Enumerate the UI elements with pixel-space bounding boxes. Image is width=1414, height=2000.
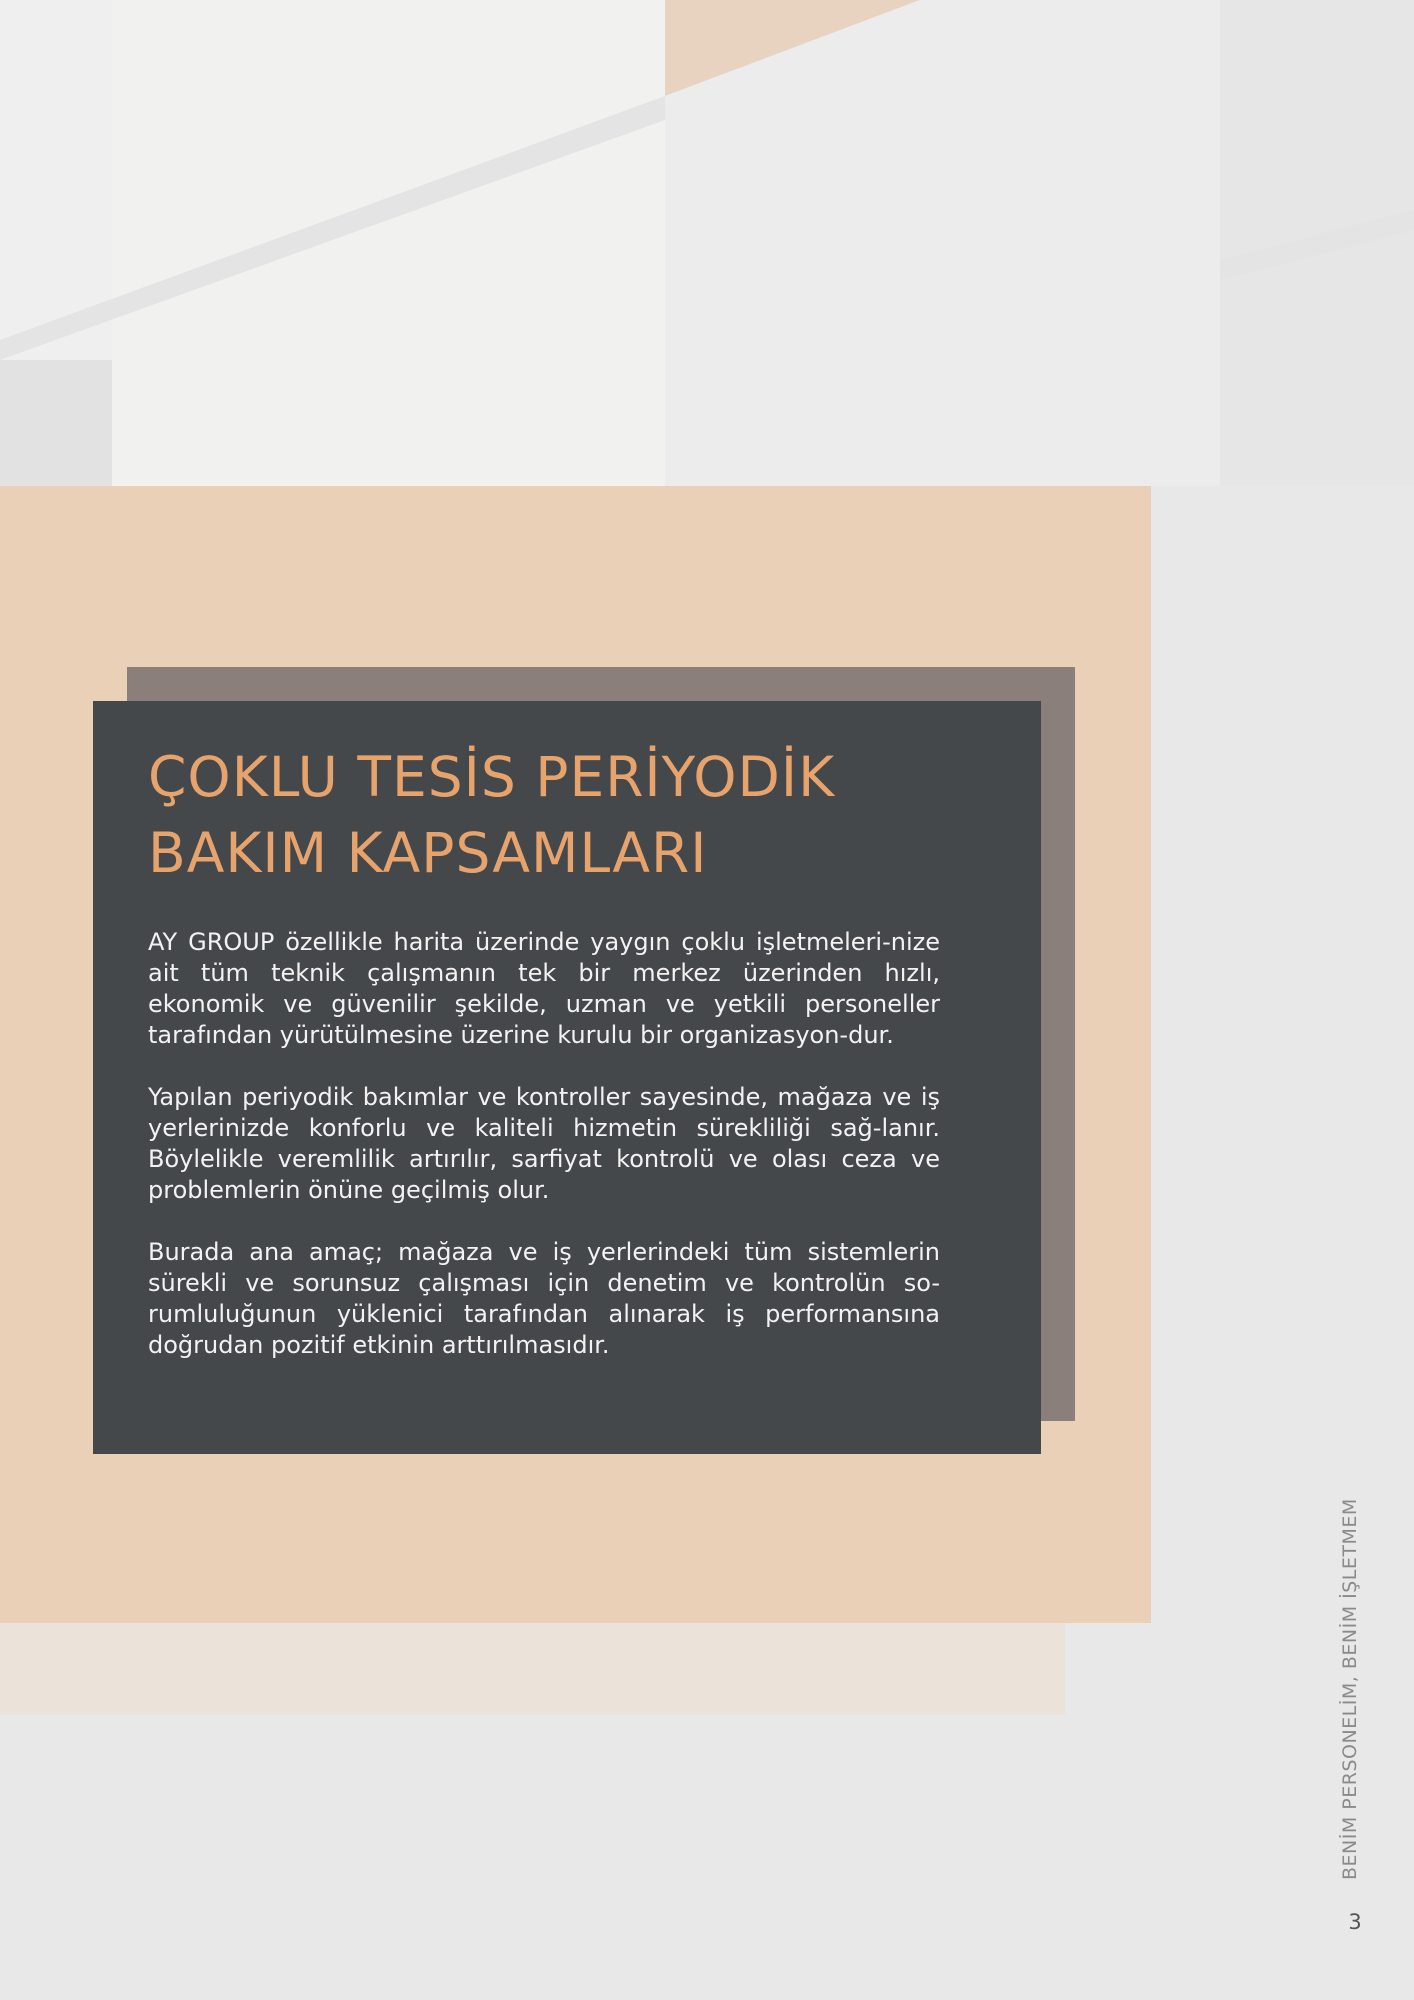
page-title — [148, 739, 948, 891]
title-line-2: BAKIM KAPSAMLARI — [148, 821, 708, 885]
background-strip — [0, 1623, 1065, 1715]
paragraph-intro: AY GROUP özellikle harita üzerinde yaygın çoklu işletmeleri-nize ait tüm teknik çalışmanın tek bir merkez üzerinden hızlı, ekonomik ve güvenilir şekilde, uzman ve yetkili personeller tarafından yürütülmesine üzerine kurulu bir organizasyon-dur. — [148, 928, 940, 1049]
title-line-1: ÇOKLU TESİS PERİYODİK — [148, 745, 836, 809]
paragraph-goal: Burada ana amaç; mağaza ve iş yerlerindeki tüm sistemlerin sürekli ve sorunsuz çalışması için denetim ve kontrolün so-rumluluğunun yüklenici tarafından alınarak iş performansına doğrudan pozitif etkinin arttırılmasıdır. — [148, 1238, 940, 1359]
content-card — [93, 701, 1041, 1454]
background-architecture-image — [0, 0, 1414, 486]
body-text — [148, 927, 940, 1361]
background-photo — [0, 0, 1414, 486]
paragraph-benefits: Yapılan periyodik bakımlar ve kontroller sayesinde, mağaza ve iş yerlerinizde konforlu ve kaliteli hizmetin sürekliliği sağ-lanır. Böylelikle veremlilik artırılır, sarfiyat kontrolü ve olası ceza ve problemlerin önüne geçilmiş olur. — [148, 1083, 940, 1204]
side-tagline: BENİM PERSONELİM, BENİM İŞLETMEM — [1339, 1498, 1361, 1880]
page-number: 3 — [1348, 1910, 1362, 1934]
